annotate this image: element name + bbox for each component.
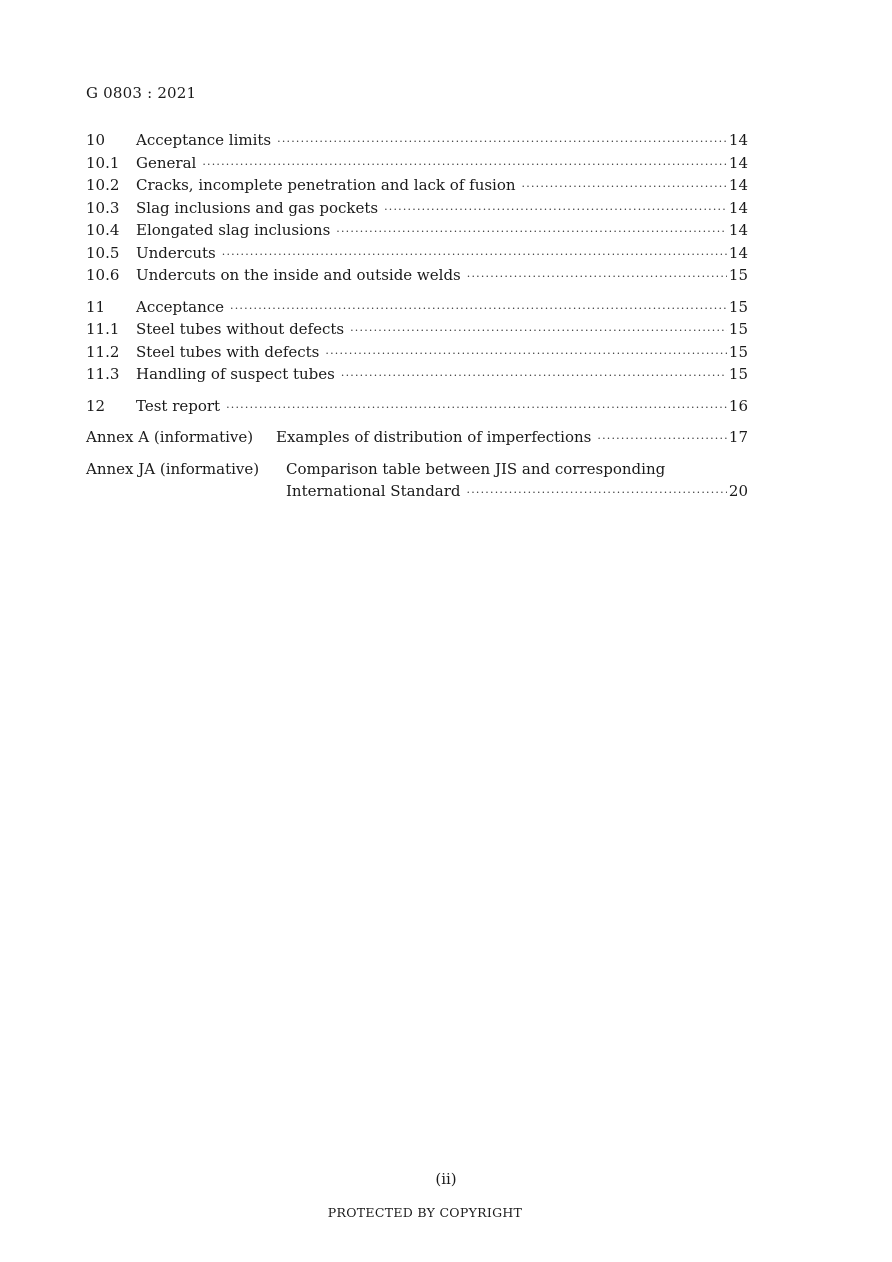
annex-a-title: Examples of distribution of imperfections — [276, 428, 592, 446]
table-of-contents — [86, 129, 748, 503]
annex-a-label: Annex A (informative) — [86, 428, 254, 446]
toc-entry[interactable] — [86, 197, 748, 220]
toc-leader-dots — [336, 221, 727, 244]
toc-entry[interactable] — [86, 242, 748, 265]
toc-entry-number: 10.2 — [86, 176, 120, 194]
toc-entry-title: Undercuts — [136, 243, 216, 262]
annex-ja-title-line1: Comparison table between JIS and corresponding — [286, 459, 666, 478]
toc-entry-number: 10 — [86, 131, 106, 149]
toc-leader-dots — [325, 343, 727, 366]
toc-leader-dots — [226, 397, 727, 420]
toc-entry-number: 10.6 — [86, 266, 120, 284]
annex-ja-page: 20 — [728, 482, 748, 500]
toc-leader-dots — [222, 244, 727, 267]
toc-entry[interactable] — [86, 129, 748, 152]
toc-entry-title: Undercuts on the inside and outside welds — [136, 266, 461, 284]
toc-entry-page: 14 — [728, 176, 748, 194]
toc-entry-title: Test report — [136, 396, 221, 415]
toc-entry-page: 14 — [728, 153, 748, 172]
toc-entry-title: Slag inclusions and gas pockets — [136, 198, 379, 217]
toc-leader-dots — [202, 154, 727, 177]
copyright-notice: PROTECTED BY COPYRIGHT — [327, 1205, 523, 1220]
toc-entry-number: 10.1 — [86, 153, 120, 172]
toc-entry-page: 15 — [728, 365, 748, 383]
toc-entry-title: General — [136, 153, 197, 172]
toc-entry[interactable] — [86, 395, 748, 418]
toc-entry-number: 10.4 — [86, 221, 120, 239]
toc-entry[interactable] — [86, 363, 748, 386]
toc-entry[interactable] — [86, 341, 748, 364]
toc-entry-page: 14 — [728, 243, 748, 262]
toc-entry-page: 15 — [728, 342, 748, 361]
toc-entry-page: 14 — [728, 198, 748, 217]
toc-entry[interactable] — [86, 318, 748, 341]
toc-entry-page: 15 — [728, 297, 748, 316]
toc-entry-title: Steel tubes with defects — [136, 342, 320, 361]
toc-leader-dots — [597, 428, 727, 451]
toc-leader-dots — [350, 320, 727, 343]
toc-leader-dots — [341, 365, 727, 388]
toc-entry[interactable] — [86, 152, 748, 175]
toc-leader-dots — [522, 176, 727, 199]
toc-entry[interactable] — [86, 264, 748, 287]
toc-entry-annex-ja[interactable] — [86, 458, 748, 503]
toc-entry-page: 15 — [728, 266, 748, 284]
toc-entry-title: Acceptance — [136, 297, 225, 316]
toc-entry-number: 12 — [86, 396, 106, 415]
annex-ja-title-line2: International Standard — [286, 482, 461, 500]
document-id: G 0803 : 2021 — [86, 84, 197, 102]
toc-entry-page: 16 — [728, 396, 748, 415]
toc-entry-title: Cracks, incomplete penetration and lack of fusion — [136, 176, 516, 194]
toc-entry-title: Acceptance limits — [136, 131, 272, 149]
toc-entry-title: Elongated slag inclusions — [136, 221, 331, 239]
toc-leader-dots — [467, 482, 727, 505]
toc-entry[interactable] — [86, 174, 748, 197]
annex-ja-label: Annex JA (informative) — [86, 459, 260, 478]
toc-entry-number: 11.2 — [86, 342, 120, 361]
toc-entry-number: 10.5 — [86, 243, 120, 262]
toc-leader-dots — [384, 199, 727, 222]
toc-entry-title: Handling of suspect tubes — [136, 365, 335, 383]
toc-entry-number: 11 — [86, 297, 106, 316]
toc-entry[interactable] — [86, 296, 748, 319]
toc-entry-title: Steel tubes without defects — [136, 320, 345, 338]
toc-entry-page: 15 — [728, 320, 748, 338]
annex-a-page: 17 — [728, 428, 748, 446]
toc-entry-page: 14 — [728, 131, 748, 149]
toc-entry-number: 11.1 — [86, 320, 120, 338]
toc-entry[interactable] — [86, 219, 748, 242]
toc-leader-dots — [467, 266, 727, 289]
toc-leader-dots — [230, 298, 727, 321]
toc-entry-number: 11.3 — [86, 365, 120, 383]
toc-leader-dots — [277, 131, 727, 154]
toc-entry-annex-a[interactable] — [86, 426, 748, 449]
toc-entry-page: 14 — [728, 221, 748, 239]
toc-entry-number: 10.3 — [86, 198, 120, 217]
page-number: (ii) — [435, 1170, 457, 1188]
